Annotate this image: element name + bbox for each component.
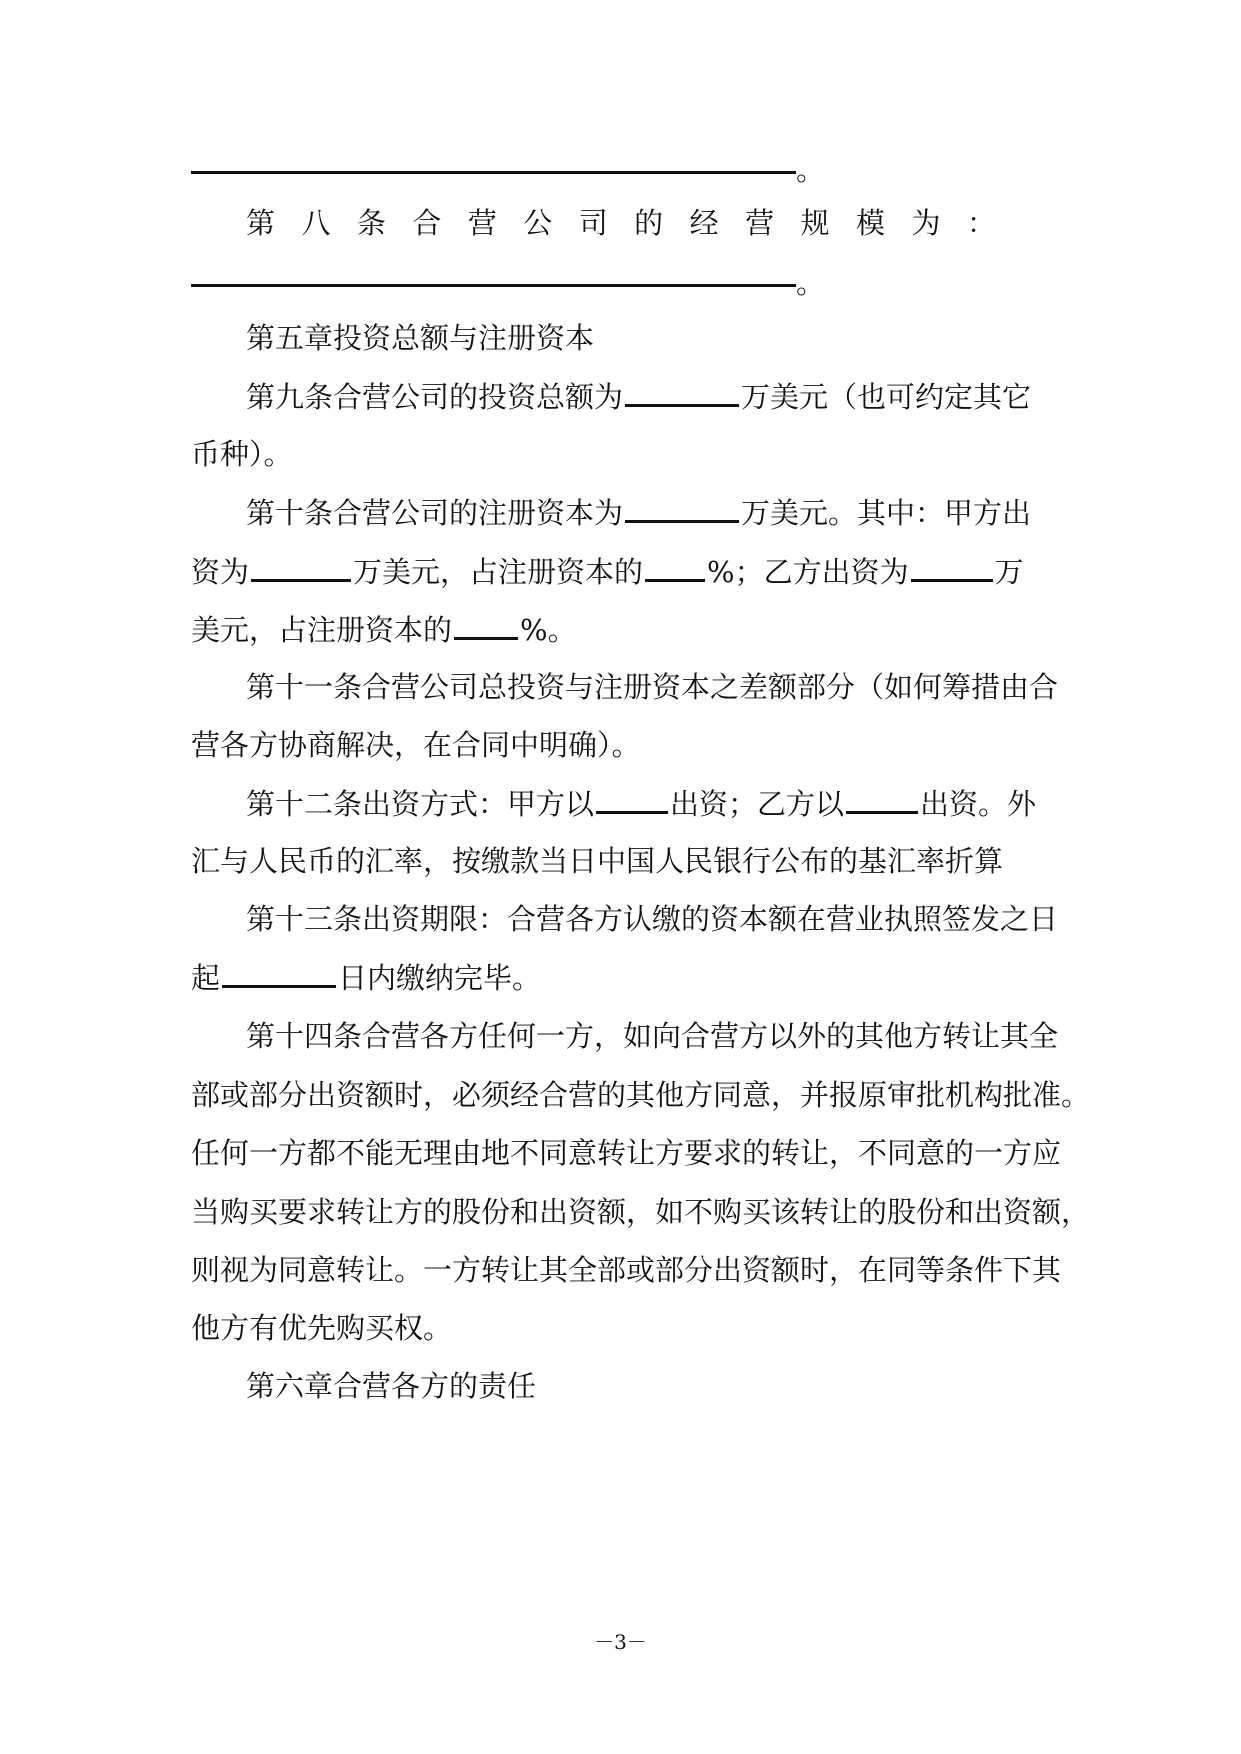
article-8-text [246, 205, 996, 241]
article-13-line-1: 第十三条出资期限：合营各方认缴的资本额在营业执照签发之日 [246, 902, 1059, 936]
article-8-char: 模 [855, 206, 885, 240]
fill-in-rule[interactable] [191, 284, 796, 287]
fill-in-blank[interactable] [596, 785, 668, 814]
article-8-char: 司 [578, 206, 608, 240]
article-10-line-2: 资为 万美元，占注册资本的 %；乙方出资为 万 [191, 555, 1024, 589]
fill-in-rule[interactable] [191, 171, 796, 174]
article-14-line-6: 他方有优先购买权。 [191, 1311, 453, 1345]
article-11-line-2: 营各方协商解决，在合同中明确）。 [191, 728, 641, 762]
article-8-char: 经 [689, 206, 719, 240]
article-10-line-3: 美元，占注册资本的 %。 [191, 613, 577, 647]
blank-line-2: 。 [191, 265, 825, 301]
fill-in-blank[interactable] [625, 494, 739, 523]
fill-in-blank[interactable] [251, 553, 351, 582]
article-10-line-1: 第十条合营公司的注册资本为 万美元。其中：甲方出 [246, 496, 1032, 530]
chapter-6-title: 第六章合营各方的责任 [246, 1369, 537, 1403]
article-14-line-4: 当购买要求转让方的股份和出资额，如不购买该转让的股份和出资额， [191, 1195, 1091, 1229]
article-9-line-1: 第九条合营公司的投资总额为 万美元（也可约定其它 [246, 380, 1032, 414]
article-8-char: 合 [412, 206, 442, 240]
article-8-char: 营 [467, 206, 497, 240]
article-8-heading [246, 205, 996, 241]
article-14-line-1: 第十四条合营各方任何一方，如向合营方以外的其他方转让其全 [246, 1019, 1059, 1053]
article-8-char: 规 [800, 206, 830, 240]
article-14-line-5: 则视为同意转让。一方转让其全部或部分出资额时，在同等条件下其 [191, 1253, 1062, 1287]
article-8-char: ： [966, 206, 996, 240]
fill-in-blank[interactable] [222, 959, 336, 988]
article-13-line-2: 起 日内缴纳完毕。 [191, 961, 542, 995]
page-number: －3－ [594, 1630, 647, 1654]
article-8-char: 第 [246, 206, 276, 240]
fill-in-blank[interactable] [911, 553, 993, 582]
blank-line-1: 。 [191, 152, 825, 188]
fill-in-blank[interactable] [454, 611, 518, 640]
article-14-line-3: 任何一方都不能无理由地不同意转让方要求的转让，不同意的一方应 [191, 1136, 1062, 1170]
fill-in-blank[interactable] [625, 378, 739, 407]
article-9-line-2: 币种）。 [191, 437, 293, 471]
article-12-line-2: 汇与人民币的汇率，按缴款当日中国人民银行公布的基汇率折算 [191, 844, 1004, 878]
article-8-char: 公 [523, 206, 553, 240]
article-14-line-2: 部或部分出资额时，必须经合营的其他方同意，并报原审批机构批准。 [191, 1078, 1091, 1112]
fill-in-blank[interactable] [846, 785, 918, 814]
article-11-line-1: 第十一条合营公司总投资与注册资本之差额部分（如何筹措由合 [246, 670, 1059, 704]
article-8-char: 八 [301, 206, 331, 240]
article-12-line-1: 第十二条出资方式：甲方以 出资；乙方以 出资。外 [246, 787, 1037, 821]
chapter-5-title: 第五章投资总额与注册资本 [246, 321, 595, 355]
article-8-char: 的 [634, 206, 664, 240]
article-8-char: 条 [356, 206, 386, 240]
article-8-char: 为 [911, 206, 941, 240]
fill-in-blank[interactable] [645, 553, 705, 582]
article-8-char: 营 [745, 206, 775, 240]
